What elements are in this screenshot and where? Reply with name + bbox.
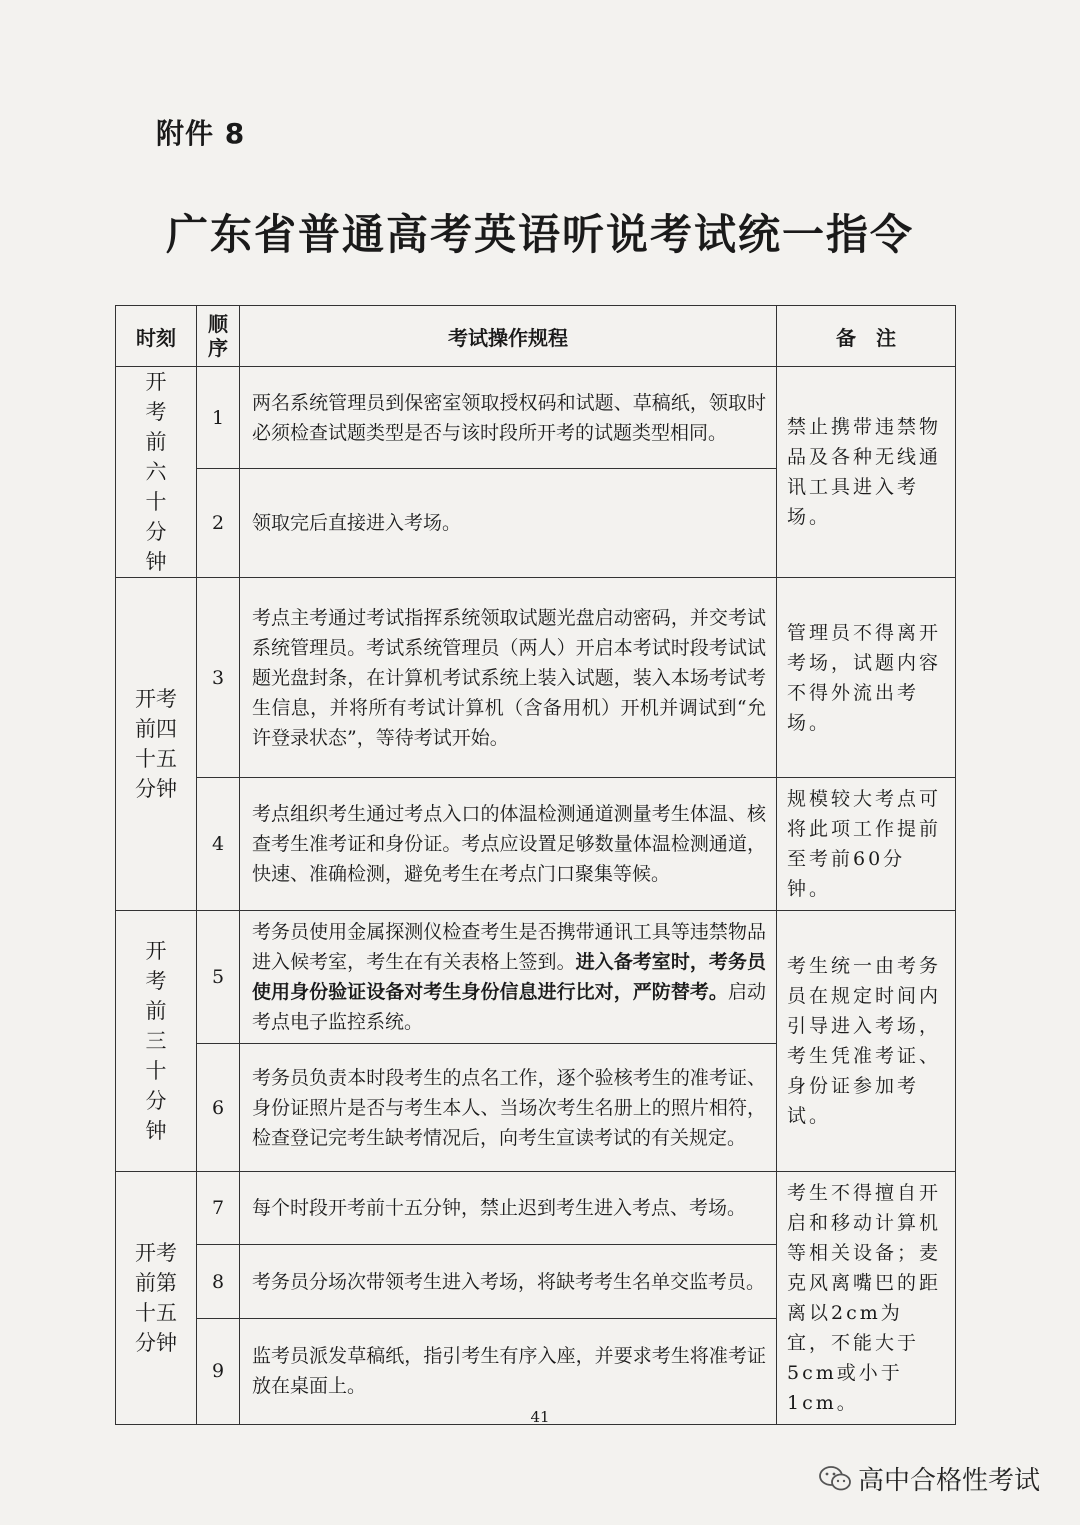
procedure-text: 启动考点电子监控系统。 bbox=[252, 981, 766, 1033]
time-cell: 开考前六十分钟 bbox=[116, 367, 197, 578]
note-cell: 考生不得擅自开启和移动计算机等相关设备；麦克风离嘴巴的距离以2cm为宜，不能大于5cm或小于1cm。 bbox=[777, 1172, 956, 1425]
procedure-cell: 考务员分场次带领考生进入考场，将缺考考生名单交监考员。 bbox=[240, 1245, 777, 1318]
procedure-cell: 两名系统管理员到保密室领取授权码和试题、草稿纸，领取时必须检查试题类型是否与该时段所开考的试题类型相同。 bbox=[240, 367, 777, 469]
header-notes: 备 注 bbox=[777, 306, 956, 367]
note-cell: 规模较大考点可将此项工作提前至考前60分钟。 bbox=[777, 778, 956, 911]
time-cell: 开考前三十分钟 bbox=[116, 911, 197, 1172]
procedure-emphasis: 进入备考室时，考务员使用身份验证设备对考生身份信息进行比对，严防替考。 bbox=[252, 951, 766, 1003]
seq-cell: 3 bbox=[197, 578, 240, 778]
note-cell: 管理员不得离开考场，试题内容不得外流出考场。 bbox=[777, 578, 956, 778]
note-cell: 考生统一由考务员在规定时间内引导进入考场，考生凭准考证、身份证参加考试。 bbox=[777, 911, 956, 1172]
wechat-icon bbox=[818, 1465, 852, 1493]
table-row bbox=[116, 367, 956, 469]
header-procedure: 考试操作规程 bbox=[240, 306, 777, 367]
header-seq: 顺序 bbox=[197, 306, 240, 367]
procedure-cell: 考务员负责本时段考生的点名工作，逐个验核考生的准考证、身份证照片是否与考生本人、当场次考生名册上的照片相符，检查登记完考生缺考情况后，向考生宣读考试的有关规定。 bbox=[240, 1044, 777, 1172]
page-title: 广东省普通高考英语听说考试统一指令 bbox=[165, 210, 914, 259]
time-cell: 开考前第十五分钟 bbox=[116, 1172, 197, 1425]
table-row bbox=[116, 778, 956, 911]
seq-cell: 7 bbox=[197, 1172, 240, 1245]
seq-cell: 2 bbox=[197, 469, 240, 578]
procedure-cell: 每个时段开考前十五分钟，禁止迟到考生进入考点、考场。 bbox=[240, 1172, 777, 1245]
procedure-cell: 监考员派发草稿纸，指引考生有序入座，并要求考生将准考证放在桌面上。 bbox=[240, 1318, 777, 1424]
note-cell: 禁止携带违禁物品及各种无线通讯工具进入考场。 bbox=[777, 367, 956, 578]
time-cell: 开考前四十五分钟 bbox=[116, 578, 197, 911]
procedure-cell bbox=[240, 911, 777, 1044]
brand-watermark bbox=[818, 1460, 1040, 1497]
procedure-text: 考务员使用金属探测仪检查考生是否携带通讯工具等违禁物品进入候考室，考生在有关表格上签到。 bbox=[252, 921, 766, 973]
page-number: 41 bbox=[530, 1408, 550, 1426]
table-header-row bbox=[116, 306, 956, 367]
seq-cell: 6 bbox=[197, 1044, 240, 1172]
attachment-label: 附件 8 bbox=[156, 117, 246, 150]
brand-name: 高中合格性考试 bbox=[858, 1466, 1041, 1496]
table-row bbox=[116, 1172, 956, 1245]
procedure-cell: 考点主考通过考试指挥系统领取试题光盘启动密码，并交考试系统管理员。考试系统管理员（两人）开启本考试时段考试试题光盘封条，在计算机考试系统上装入试题，装入本场考试考生信息，并将所有考试计算机（含备用机）开机并调试到“允许登录状态”，等待考试开始。 bbox=[240, 578, 777, 778]
header-time: 时刻 bbox=[116, 306, 197, 367]
table-row bbox=[116, 911, 956, 1044]
seq-cell: 9 bbox=[197, 1318, 240, 1424]
seq-cell: 4 bbox=[197, 778, 240, 911]
procedure-cell: 考点组织考生通过考点入口的体温检测通道测量考生体温、核查考生准考证和身份证。考点应设置足够数量体温检测通道，快速、准确检测，避免考生在考点门口聚集等候。 bbox=[240, 778, 777, 911]
seq-cell: 8 bbox=[197, 1245, 240, 1318]
instruction-table bbox=[115, 305, 956, 1425]
seq-cell: 5 bbox=[197, 911, 240, 1044]
seq-cell: 1 bbox=[197, 367, 240, 469]
table-row bbox=[116, 578, 956, 778]
procedure-cell: 领取完后直接进入考场。 bbox=[240, 469, 777, 578]
